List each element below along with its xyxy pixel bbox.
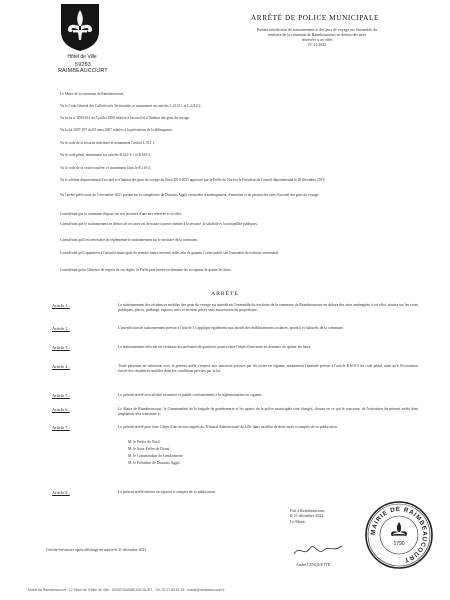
- municipal-seal: [364, 500, 434, 570]
- logo-caption-2: 59283 RAIMBEAUCOURT: [58, 62, 108, 74]
- article-text: L'interdiction de stationnement prévue à l'article 1 s'applique également aux abords des établissements scolaires, sportifs et culturels de la commune.: [118, 326, 344, 330]
- article-label: Article 8 :: [52, 490, 70, 495]
- signature-role: Le Maire,: [290, 518, 306, 524]
- article-label: Article 3 :: [52, 345, 70, 350]
- arrete-heading: ARRÊTE: [211, 291, 239, 297]
- subtitle-line: territoire de la commune de Raimbeaucourt en dehors des aires: [267, 33, 367, 37]
- considerant: Considérant qu'il est nécessaire de réglementer le stationnement sur le territoire de la commune,: [60, 238, 198, 242]
- signatory-name: André LENQUETTE: [296, 562, 331, 567]
- article-label: Article 4 :: [52, 364, 70, 369]
- article-text: Le présent arrêté peut faire l'objet d'un recours auprès du Tribunal Administratif de Lille dans un délai de deux mois à compter de sa publication.: [118, 425, 338, 429]
- considerant: Considérant qu'en l'absence de respect de ces règles, le Préfet peut mettre en demeure les occupants de quitter les lieux.: [60, 268, 232, 272]
- signature-place: Fait à Raimbeaucourt,: [290, 508, 326, 513]
- considerant: Vu la loi n°2000-614 du 5 juillet 2000 relative à l'accueil et à l'habitat des gens du voyage,: [60, 116, 190, 120]
- considerant: Considérant que le stationnement en dehors de ces aires est de nature à porter atteinte à la sécurité, la salubrité et la tranquillité publiques,: [60, 222, 258, 226]
- ampliation-recipient: M. le Commandant de Gendarmerie: [128, 454, 183, 458]
- considerant: Vu le schéma départemental d'accueil et d'habitat des gens du voyage du Nord 2019-2025 approuvé par le Préfet du Nord et le Président du Conseil départemental le 26 décembre 2019,: [60, 178, 326, 182]
- coat-of-arms-icon: [59, 2, 101, 52]
- article-text: Le présent arrêté sera affiché en mairie et publié conformément à la réglementation en vigueur.: [118, 393, 263, 397]
- subtitle-line: Portant interdiction de stationnement et des jeux de voyage sur l'ensemble du: [256, 28, 378, 32]
- considerant: Vu le code pénal, notamment ses articles R.322-4-1 et R.610-5,: [60, 153, 152, 157]
- logo-caption-1: Hôtel de Ville: [67, 54, 97, 60]
- page-footer: Mairie de Raimbeaucourt - 12 Place de l'Hôtel de Ville - 59283 RAIMBEAUCOURT - Tél. 03 27 80 51 18 - mairie@raimbeaucourt.fr: [28, 588, 225, 592]
- article-label: Article 2 :: [52, 326, 70, 331]
- considerant: Considérant que la commune dispose sur son territoire d'une aire réservée à cet effet,: [60, 212, 182, 216]
- handwritten-signature: [290, 540, 350, 560]
- article-label: Article 6 :: [52, 407, 70, 412]
- seal-year: 1790: [393, 541, 405, 547]
- article-text: Le stationnement effectué en violation des présentes dispositions pourra faire l'objet d'une mise en demeure de quitter les lieux.: [118, 345, 312, 349]
- document-title: ARRÊTÉ DE POLICE MUNICIPALE: [251, 14, 379, 22]
- considerant: Le Maire de la commune de Raimbeaucourt,: [60, 92, 125, 96]
- considerant: Vu l'arrêté préfectoral du 5 novembre 2021 portant sur la compétence de Douaisis Agglo en matière d'aménagement, d'entretien et de gestion des aires d'accueil des gens du voyage,: [60, 193, 320, 197]
- article-text: Le stationnement des résidences mobiles des gens du voyage est interdit sur l'ensemble du territoire de la commune de Raimbeaucourt en dehors des aires aménagées à cet effet, situées sur les voies publiques, places, parkings, espaces verts et terrains privés sans autorisation du propriétaire.: [118, 303, 418, 312]
- considerant: Vu le code de la voirie routière, et notamment l'article R.116-2,: [60, 166, 151, 170]
- seal-text: MAIRIE DE RAIMBEAUCOURT: [369, 505, 429, 564]
- ampliation-recipient: M. le Préfet du Nord: [128, 440, 160, 444]
- article-text: Le présent arrêté entrera en vigueur à compter de sa publication.: [118, 490, 216, 494]
- considerant: Vu le Code Général des Collectivités Territoriales et notamment ses articles L.2212-1 et L.2212-2,: [60, 104, 202, 108]
- article-text: Toute personne en infraction avec le présent arrêté s'expose aux sanctions prévues par les textes en vigueur, notamment l'amende prévue à l'article R.610-5 du code pénal, ainsi qu'à l'évacuation forcée des résidences mobiles dans les conditions prévues par la loi.: [118, 364, 418, 373]
- article-text: Le Maire de Raimbeaucourt, le Commandant de la brigade de gendarmerie et les agents de la police municipale sont chargés, chacun en ce qui le concerne, de l'exécution du présent arrêté dont ampliation sera transmise à :: [118, 407, 418, 416]
- article-label: Article 7 :: [52, 425, 70, 430]
- article-label: Article 1 :: [52, 303, 70, 308]
- document-subtitle: [218, 28, 416, 48]
- municipal-logo: [59, 2, 101, 52]
- considerant: Vu le code de la sécurité intérieure et notamment l'article L.511-1,: [60, 141, 156, 145]
- subtitle-line: N° 41/2022: [307, 43, 327, 47]
- considerant: Vu la loi 2007-297 du 05 mars 2007 relative à la prévention de la délinquance,: [60, 128, 173, 132]
- article-label: Article 5 :: [52, 393, 70, 398]
- ampliation-recipient: M. le Président de Douaisis Agglo: [128, 461, 181, 465]
- considerant: Considérant qu'il appartient à l'autorité municipale de prendre toutes mesures utiles afin de garantir l'ordre public sur l'ensemble du territoire communal,: [60, 251, 279, 255]
- signature-block: [290, 508, 370, 524]
- certification-note: Certifié exécutoire après affichage en mairie le 21 décembre 2022: [46, 548, 147, 552]
- ampliation-recipient: M. le Sous-Préfet de Douai: [128, 447, 170, 451]
- signature-date: le 21 décembre 2022: [290, 513, 324, 519]
- subtitle-line: réservées à cet effet: [301, 38, 333, 42]
